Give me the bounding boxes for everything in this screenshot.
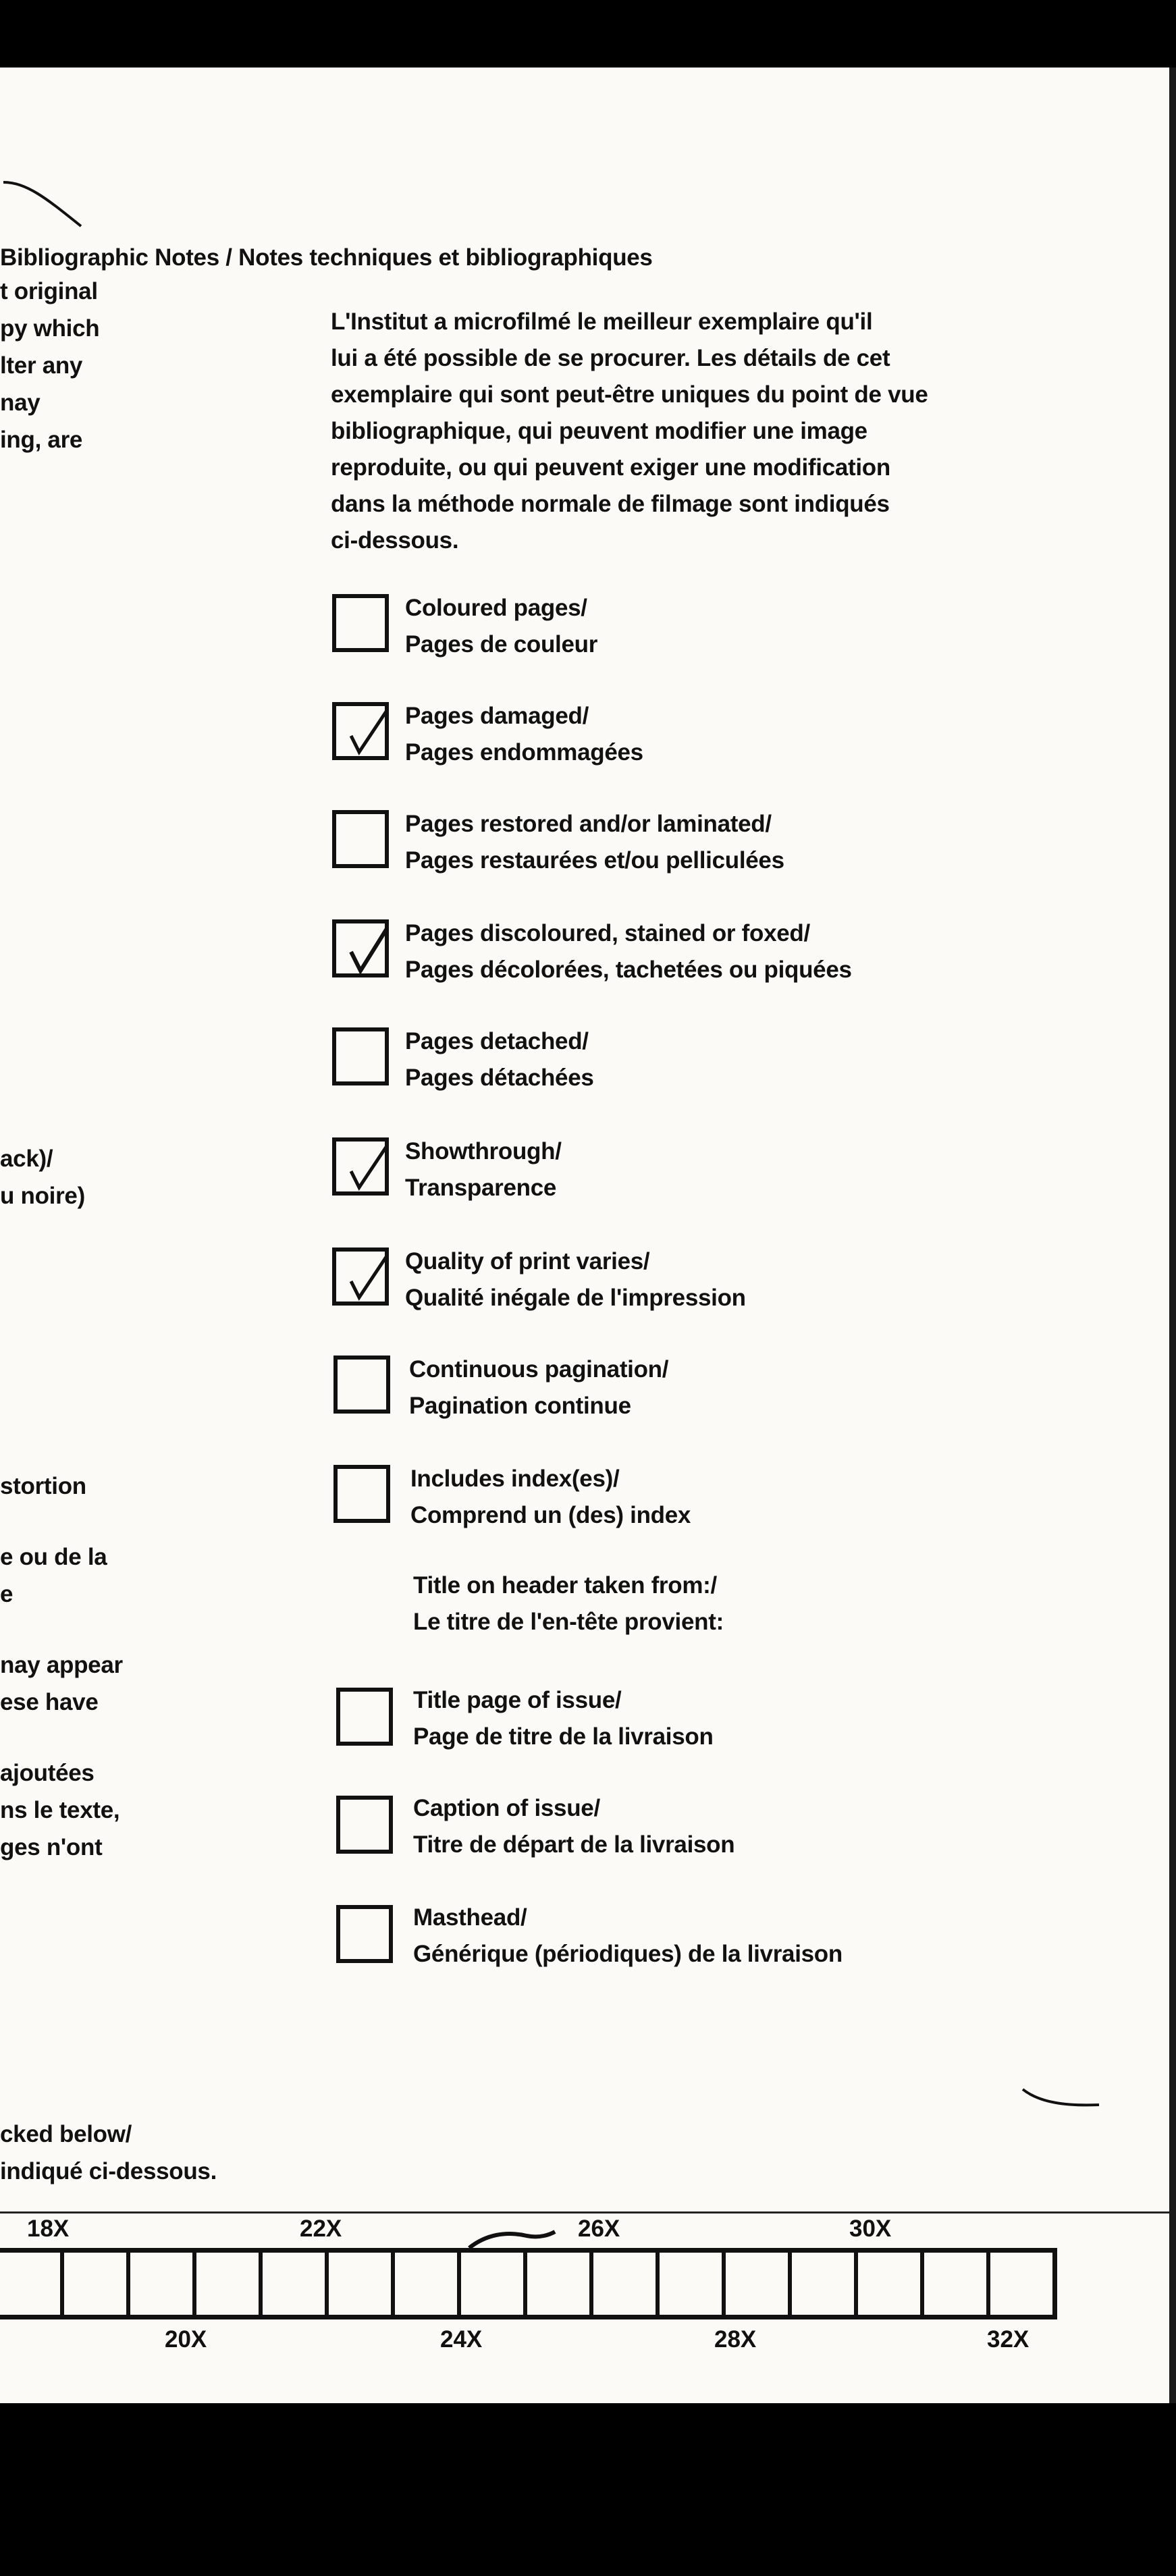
scale-cell: [660, 2253, 726, 2315]
checkmark-icon: [342, 707, 389, 759]
checklist-label-en: Pages damaged/: [405, 703, 589, 729]
scale-label-bottom: 20X: [165, 2326, 207, 2353]
intro-line: reproduite, ou qui peuvent exiger une modification: [331, 454, 890, 481]
scale-cell: [64, 2253, 130, 2315]
left-text-fragment: ges n'ont: [0, 1834, 103, 1860]
left-text-fragment: ajoutées: [0, 1760, 95, 1786]
scale-cell: [527, 2253, 593, 2315]
scale-cell: [263, 2253, 329, 2315]
left-text-fragment: ing, are: [0, 427, 83, 453]
checklist-label-en: Pages detached/: [405, 1028, 589, 1054]
checklist-label-en: Pages discoloured, stained or foxed/: [405, 920, 810, 946]
intro-line: exemplaire qui sont peut-être uniques du point de vue: [331, 381, 928, 408]
checklist-label-en: Continuous pagination/: [409, 1356, 669, 1383]
checklist-label-fr: Pages de couleur: [405, 631, 598, 658]
checklist-label-en: Coloured pages/: [405, 595, 587, 621]
intro-line: L'Institut a microfilmé le meilleur exemplaire qu'il: [331, 308, 873, 335]
scale-label-bottom: 32X: [987, 2326, 1030, 2353]
checklist-label-fr: Pages restaurées et/ou pelliculées: [405, 847, 784, 874]
header-note-fr: Le titre de l'en-tête provient:: [413, 1609, 724, 1635]
left-text-fragment: e: [0, 1581, 14, 1607]
stray-mark: [1019, 2086, 1107, 2113]
checkbox-checked[interactable]: [332, 1247, 389, 1306]
checkmark-icon: [342, 1143, 389, 1194]
checklist-label-en: Caption of issue/: [413, 1795, 600, 1821]
checklist-label-fr: Qualité inégale de l'impression: [405, 1285, 746, 1311]
page-edge: [1169, 68, 1176, 2471]
divider: [0, 2211, 1169, 2213]
checklist-label-fr: Transparence: [405, 1175, 557, 1201]
left-text-fragment: py which: [0, 315, 100, 342]
left-text-fragment: u noire): [0, 1183, 85, 1209]
checklist-label-fr: Page de titre de la livraison: [413, 1723, 714, 1750]
scale-label-top: 30X: [849, 2216, 892, 2242]
film-border: [0, 2403, 1176, 2576]
left-text-fragment: e ou de la: [0, 1544, 107, 1570]
checklist-label-fr: Générique (périodiques) de la livraison: [413, 1941, 843, 1967]
checklist-label-fr: Titre de départ de la livraison: [413, 1831, 735, 1858]
scale-cell: [196, 2253, 263, 2315]
checklist-label-en: Masthead/: [413, 1904, 527, 1931]
scale-label-top: 26X: [578, 2216, 620, 2242]
checkbox[interactable]: [336, 1796, 393, 1854]
header-note-en: Title on header taken from:/: [413, 1572, 717, 1599]
scale-label-top: 22X: [300, 2216, 342, 2242]
scale-cell: [726, 2253, 792, 2315]
scanned-page: [0, 68, 1169, 2471]
checkbox[interactable]: [332, 594, 389, 652]
checklist-label-fr: Pages endommagées: [405, 739, 643, 766]
scale-cell: [395, 2253, 461, 2315]
checklist-label-fr: Comprend un (des) index: [410, 1502, 691, 1528]
checklist-label-fr: Pages décolorées, tachetées ou piquées: [405, 957, 852, 983]
reduction-scale-bar: [0, 2248, 1057, 2319]
left-text-fragment: nay appear: [0, 1652, 123, 1678]
left-text-fragment: t original: [0, 278, 98, 304]
scale-label-bottom: 28X: [714, 2326, 757, 2353]
left-text-fragment: ns le texte,: [0, 1797, 120, 1823]
checkbox[interactable]: [332, 1027, 389, 1085]
header-note: [413, 1567, 724, 1640]
page-header-title: Bibliographic Notes / Notes techniques et bibliographiques: [0, 244, 653, 271]
scale-cell: [461, 2253, 527, 2315]
checklist-label-en: Pages restored and/or laminated/: [405, 811, 772, 837]
scale-cell: [858, 2253, 924, 2315]
left-text-fragment: cked below/: [0, 2121, 132, 2147]
checkbox[interactable]: [336, 1905, 393, 1963]
scale-cell: [130, 2253, 196, 2315]
checklist-label-en: Includes index(es)/: [410, 1466, 620, 1492]
scale-label-bottom: 24X: [440, 2326, 483, 2353]
checklist-label-fr: Pages détachées: [405, 1065, 594, 1091]
left-text-fragment: ack)/: [0, 1146, 53, 1172]
left-text-fragment: lter any: [0, 352, 83, 379]
left-text-fragment: ese have: [0, 1689, 99, 1715]
checkmark-icon: [342, 1253, 389, 1304]
left-text-fragment: indiqué ci-dessous.: [0, 2158, 217, 2184]
checkbox-checked[interactable]: [332, 702, 389, 760]
checkbox-checked[interactable]: [332, 1137, 389, 1196]
scale-cell: [329, 2253, 395, 2315]
checkbox[interactable]: [336, 1688, 393, 1746]
checklist-label-en: Showthrough/: [405, 1138, 562, 1164]
intro-paragraph: [331, 304, 1019, 559]
checklist-label-en: Title page of issue/: [413, 1687, 622, 1713]
checkmark-icon: [342, 925, 389, 976]
checkbox[interactable]: [332, 810, 389, 868]
checkbox[interactable]: [333, 1465, 390, 1523]
intro-line: bibliographique, qui peuvent modifier une image: [331, 418, 867, 444]
checkbox-checked[interactable]: [332, 919, 389, 977]
scale-cell: [792, 2253, 858, 2315]
scale-cell: [924, 2253, 990, 2315]
intro-line: lui a été possible de se procurer. Les détails de cet: [331, 345, 890, 371]
left-text-fragment: nay: [0, 390, 41, 416]
scale-cell: [990, 2253, 1052, 2315]
checklist-label-fr: Pagination continue: [409, 1393, 631, 1419]
checklist-label-en: Quality of print varies/: [405, 1248, 650, 1274]
scale-cell: [593, 2253, 660, 2315]
intro-line: dans la méthode normale de filmage sont indiqués: [331, 491, 890, 517]
stray-mark: [0, 169, 95, 230]
scale-label-top: 18X: [27, 2216, 70, 2242]
intro-line: ci-dessous.: [331, 527, 459, 554]
left-text-fragment: stortion: [0, 1473, 86, 1499]
scale-cell: [0, 2253, 64, 2315]
checkbox[interactable]: [333, 1356, 390, 1414]
